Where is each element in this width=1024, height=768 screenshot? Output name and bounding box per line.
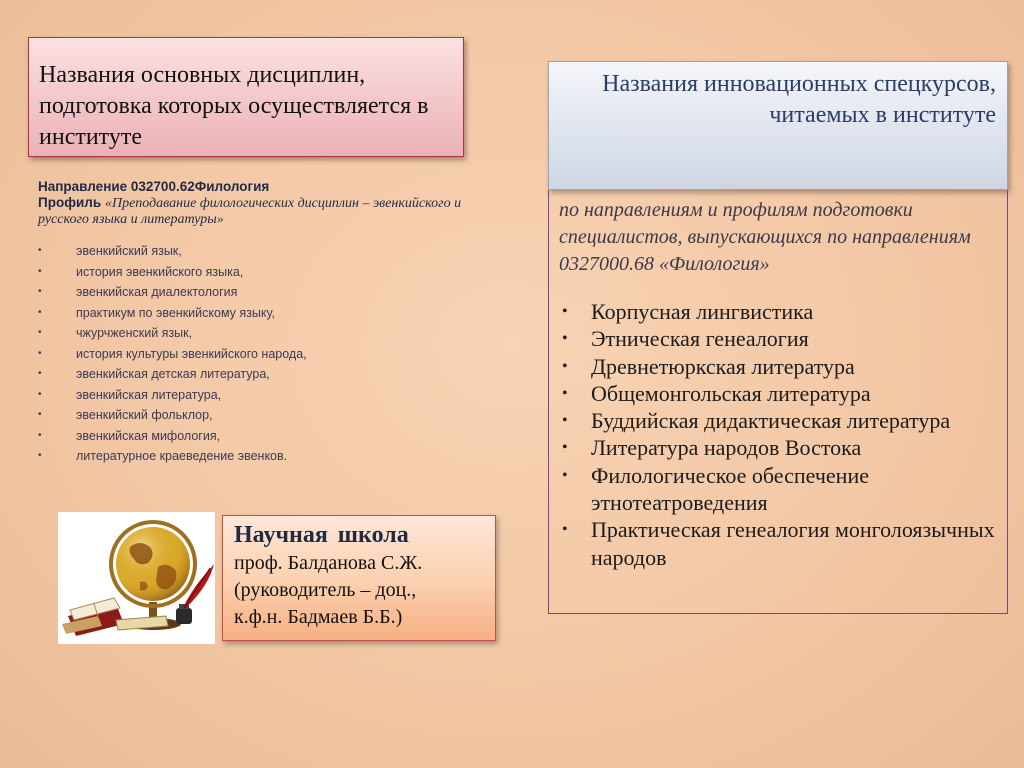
course-item: • Этническая генеалогия bbox=[562, 326, 809, 352]
discipline-item: • чжурчженский язык, bbox=[38, 323, 508, 344]
course-item: • Общемонгольская литература bbox=[562, 380, 871, 406]
course-item: • Филологическое обеспечение этнотеатроведения bbox=[562, 462, 869, 516]
discipline-item: • эвенкийская мифология, bbox=[38, 426, 508, 447]
bullet: • bbox=[38, 265, 42, 277]
course-item: • Литература народов Востока bbox=[562, 435, 862, 461]
discipline-item: • эвенкийская диалектология bbox=[38, 282, 508, 303]
innovative-courses-title-text: Названия инновационных спецкурсов, читаемых в институте bbox=[602, 71, 996, 128]
bullet: • bbox=[38, 286, 42, 297]
bullet: • bbox=[562, 466, 568, 484]
discipline-item: • эвенкийская литература, bbox=[38, 385, 508, 406]
science-school-title: Научная школа bbox=[234, 522, 409, 548]
bullet: • bbox=[562, 521, 568, 539]
bullet: • bbox=[562, 439, 568, 457]
profile-label: Профиль bbox=[38, 195, 102, 210]
bullet: • bbox=[38, 429, 42, 441]
course-item: • Практическая генеалогия монголоязычных народов bbox=[562, 517, 995, 570]
bullet: • bbox=[38, 245, 42, 256]
discipline-item: • эвенкийский язык, bbox=[38, 241, 508, 262]
bullet: • bbox=[38, 368, 42, 379]
direction-line: Направление 032700.62Филология bbox=[38, 179, 270, 194]
discipline-item: • история культуры эвенкийского народа, bbox=[38, 344, 508, 365]
disciplines-list bbox=[38, 241, 508, 467]
bullet: • bbox=[38, 388, 42, 400]
globe-icon bbox=[58, 512, 215, 644]
discipline-item: • литературное краеведение эвенков. bbox=[38, 446, 508, 467]
discipline-item: • эвенкийский фольклор, bbox=[38, 405, 508, 426]
bullet: • bbox=[562, 303, 568, 320]
science-school-line: к.ф.н. Бадмаев Б.Б.) bbox=[234, 606, 403, 628]
bullet: • bbox=[38, 347, 42, 359]
bullet: • bbox=[562, 384, 568, 402]
course-item: • Буддийская дидактическая литература bbox=[562, 408, 951, 434]
discipline-item: • эвенкийская детская литература, bbox=[38, 364, 508, 385]
science-school-line: (руководитель – доц., bbox=[234, 579, 417, 601]
bullet: • bbox=[562, 357, 568, 375]
course-item: • Корпусная лингвистика bbox=[562, 299, 814, 324]
globe-books-image bbox=[58, 512, 215, 644]
course-item: • Древнетюркская литература bbox=[562, 353, 855, 379]
profile-text: «Преподавание филологических дисциплин – эвенкийского и русского языка и литературы» bbox=[38, 196, 462, 227]
main-disciplines-title-text: Названия основных дисциплин, подготовка которых осуществляется в институте bbox=[39, 62, 429, 150]
innovative-courses-intro: по направлениям и профилям подготовки специалистов, выпускающихся по направлениям 0327000.68 «Филология» bbox=[559, 199, 971, 275]
disciplines-section bbox=[38, 178, 508, 467]
main-disciplines-title bbox=[28, 37, 464, 157]
innovative-courses-panel bbox=[548, 190, 1008, 614]
discipline-item: • практикум по эвенкийскому языку, bbox=[38, 303, 508, 324]
bullet: • bbox=[38, 409, 42, 420]
bullet: • bbox=[562, 330, 568, 348]
bullet: • bbox=[38, 450, 42, 461]
bullet: • bbox=[38, 327, 42, 338]
bullet: • bbox=[38, 306, 42, 318]
innovative-courses-title bbox=[548, 61, 1008, 190]
bullet: • bbox=[562, 412, 568, 430]
courses-list bbox=[559, 298, 997, 571]
profile-line bbox=[38, 195, 508, 227]
discipline-item: • история эвенкийского языка, bbox=[38, 262, 508, 283]
science-school-line: проф. Балданова С.Ж. bbox=[234, 552, 423, 574]
science-school-box bbox=[222, 515, 496, 641]
